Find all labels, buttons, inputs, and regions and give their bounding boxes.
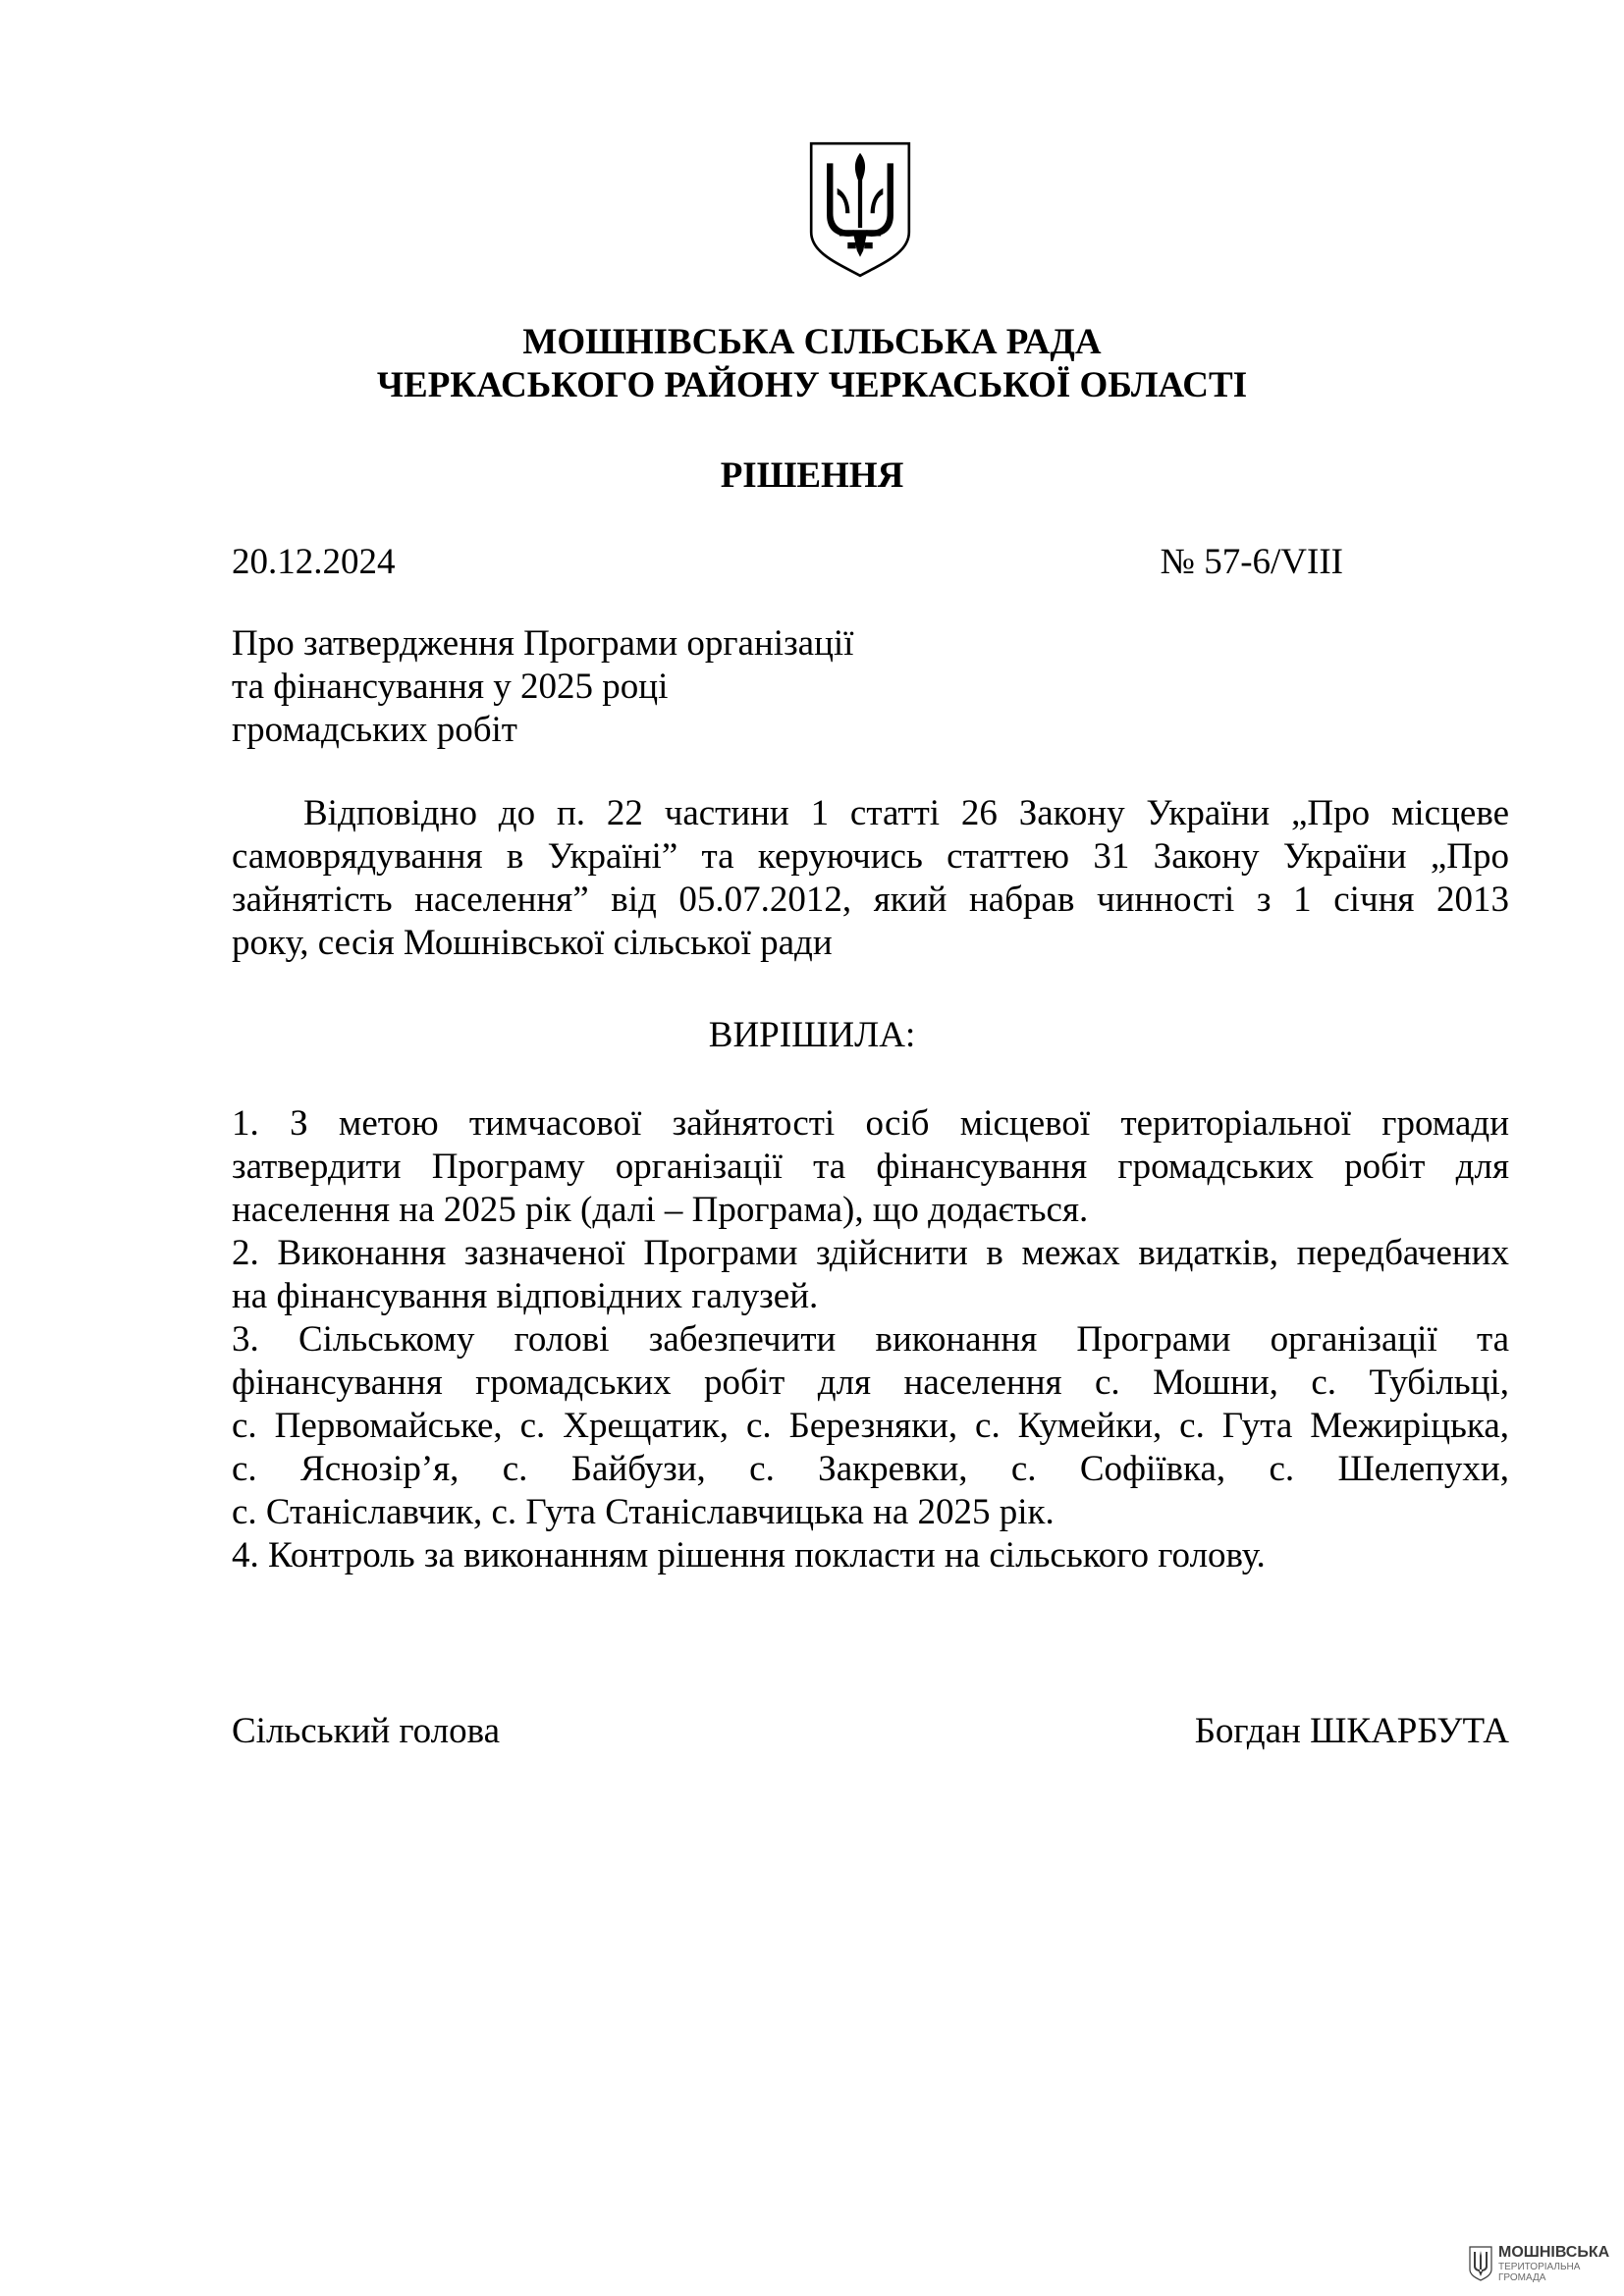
decision-subject	[232, 622, 853, 752]
logo-subtitle: ГРОМАДА	[1498, 2272, 1546, 2283]
village-word: Закревки,	[818, 1449, 968, 1489]
subject-line: Про затвердження Програми організації	[232, 623, 854, 664]
community-logo	[1469, 2242, 1624, 2289]
preamble-line: Відповідно до п. 22 частини 1 статті 26 Закону України „Про місцеве	[303, 793, 1509, 833]
village-word: с.	[502, 1449, 528, 1489]
village-word: Байбузи,	[570, 1449, 706, 1489]
signature-role: Сільський голова	[232, 1711, 501, 1751]
item-line: затвердити Програму організації та фінансування громадських робіт для	[232, 1147, 1509, 1187]
item-line: с. Станіславчик, с. Гута Станіславчицька на 2025 рік.	[232, 1492, 1055, 1532]
subject-line: громадських робіт	[232, 710, 517, 750]
preamble-line: року, сесія Мошнівської сільської ради	[232, 923, 833, 963]
item-line: на фінансування відповідних галузей.	[232, 1276, 819, 1316]
village-word: с.	[232, 1449, 257, 1489]
item-line: 1. З метою тимчасової зайнятості осіб місцевої територіальної громади	[232, 1103, 1509, 1144]
item-line: 3. Сільському голові забезпечити виконання Програми організації та	[232, 1319, 1509, 1360]
signature-name: Богдан ШКАРБУТА	[1194, 1711, 1509, 1751]
item-line: фінансування громадських робіт для населення с. Мошни, с. Тубільці,	[232, 1362, 1509, 1403]
item-line: с. Первомайське, с. Хрещатик, с. Березняки, с. Кумейки, с. Гута Межиріцька,	[232, 1406, 1509, 1446]
organization-region: ЧЕРКАСЬКОГО РАЙОНУ ЧЕРКАСЬКОЇ ОБЛАСТІ	[376, 365, 1248, 405]
decision-number: № 57-6/VIII	[1160, 542, 1343, 582]
document-type-title: РІШЕННЯ	[720, 455, 904, 496]
village-word: Софіївка,	[1079, 1449, 1226, 1489]
item-line: 4. Контроль за виконанням рішення покласти на сільського голову.	[232, 1535, 1266, 1575]
preamble-line: зайнятість населення” від 05.07.2012, який набрав чинності з 1 січня 2013	[232, 880, 1509, 920]
village-word: с.	[749, 1449, 775, 1489]
village-word: Яснозір’я,	[300, 1449, 460, 1489]
decision-date: 20.12.2024	[232, 542, 396, 582]
item-line-spread	[232, 1448, 1509, 1491]
trident-logo-icon	[1469, 2246, 1492, 2281]
trident-emblem-icon	[808, 140, 912, 278]
village-word: с.	[1269, 1449, 1295, 1489]
resolved-heading: ВИРІШИЛА:	[708, 1015, 916, 1055]
logo-title: МОШНІВСЬКА	[1498, 2244, 1610, 2261]
logo-subtitle: ТЕРИТОРІАЛЬНА	[1498, 2262, 1581, 2272]
village-word: с.	[1010, 1449, 1037, 1489]
village-word: Шелепухи,	[1337, 1449, 1509, 1489]
subject-line: та фінансування у 2025 році	[232, 667, 669, 707]
organization-name: МОШНІВСЬКА СІЛЬСЬКА РАДА	[522, 322, 1102, 362]
item-line: населення на 2025 рік (далі – Програма), що додається.	[232, 1190, 1089, 1230]
preamble-line: самоврядування в Україні” та керуючись статтею 31 Закону України „Про	[232, 836, 1509, 877]
item-line: 2. Виконання зазначеної Програми здійснити в межах видатків, передбачених	[232, 1233, 1509, 1273]
